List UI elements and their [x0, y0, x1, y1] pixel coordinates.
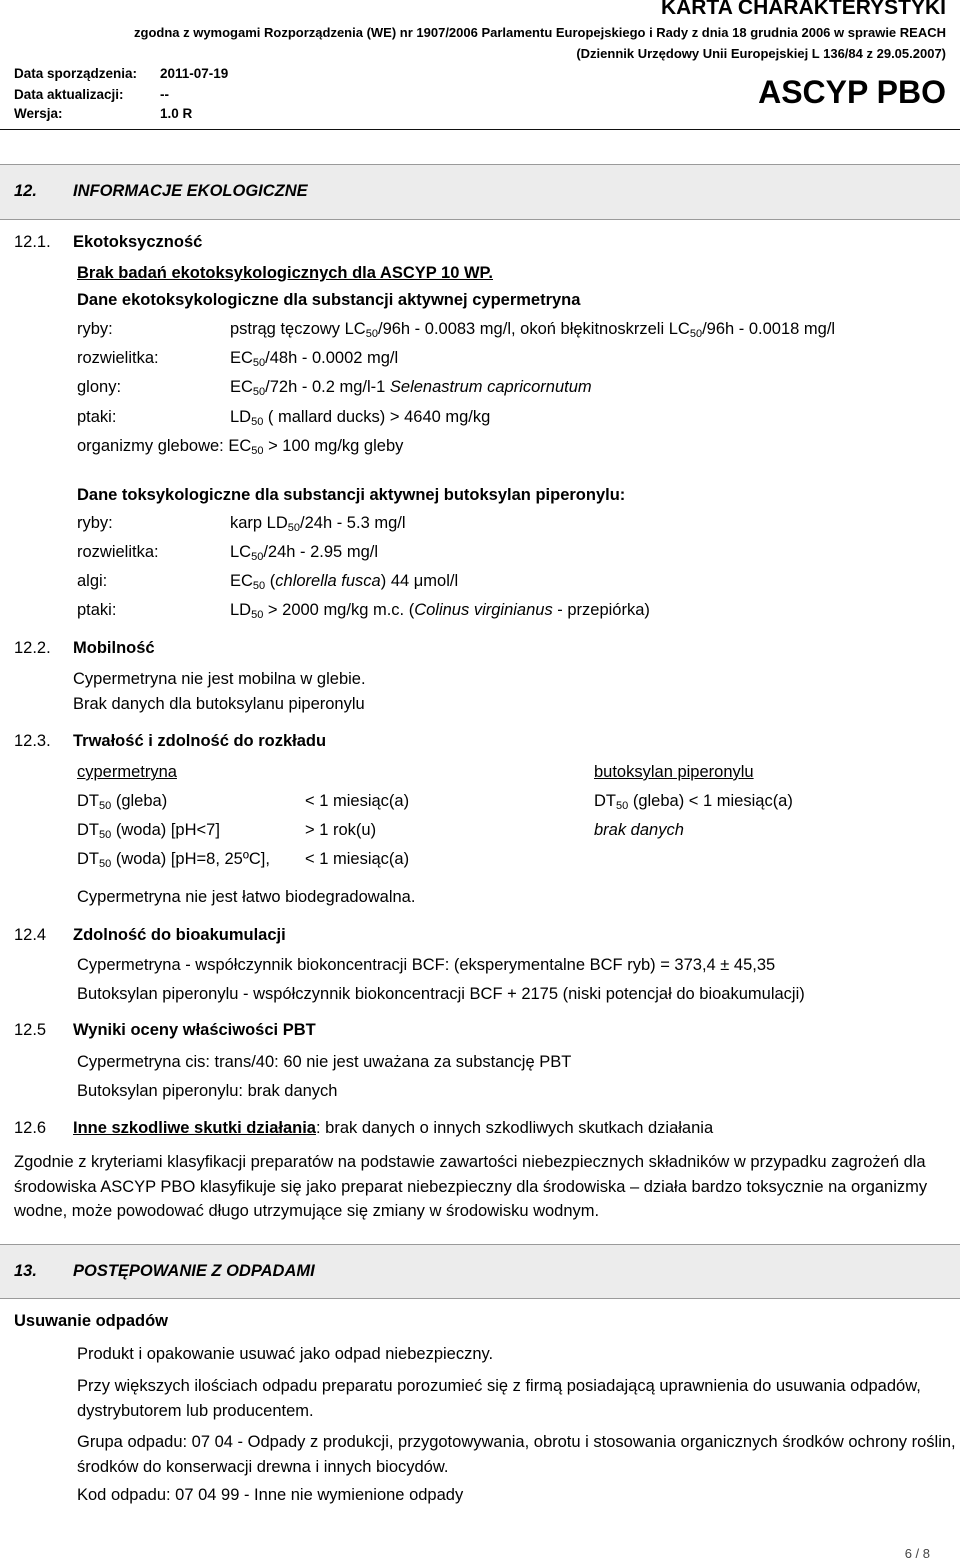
- pbo-row-algae-label: algi:: [77, 572, 108, 590]
- pbo-row-birds-label: ptaki:: [77, 601, 117, 619]
- subsection-12-5-number: 12.5: [14, 1021, 47, 1039]
- pbo-row-algae-value: $EC_{50}$ (chlorella fusca) 44 μmol/l: [230, 572, 459, 592]
- subsection-12-6-content: Inne szkodliwe skutki działania: brak danych o innych szkodliwych skutkach działania: [73, 1119, 714, 1137]
- bioaccumulation-line-1: Cypermetryna - współczynnik biokoncentracji BCF: (eksperymentalne BCF ryb) = 373,4 ± 45,35: [77, 956, 776, 974]
- product-name: ASCYP PBO: [758, 74, 946, 110]
- waste-paragraph-2: Przy większych ilościach odpadu preparatu porozumieć się z firmą posiadającą uprawnienia do usuwania odpadów, dystrybutorem lub producentem.: [77, 1377, 921, 1420]
- pbo-row-fish-label: ryby:: [77, 514, 113, 532]
- persistence-row-3-label: $DT_{50}$ (woda) [pH=8, 25ºC],: [77, 850, 270, 870]
- ecotox-row-fish-label: ryby:: [77, 320, 113, 338]
- document-type-title: KARTA CHARAKTERYSTYKI: [660, 0, 946, 19]
- subsection-12-3-title: Trwałość i zdolność do rozkładu: [73, 732, 327, 750]
- persistence-row-1-value: < 1 miesiąc(a): [305, 792, 410, 810]
- pbt-line-1: Cypermetryna cis: trans/40: 60 nie jest uważana za substancję PBT: [77, 1053, 572, 1071]
- section-12-number: 12.: [14, 182, 37, 200]
- ecotox-row-daphnia-label: rozwielitka:: [77, 349, 159, 367]
- persistence-row-2-label: $DT_{50}$ (woda) [pH<7]: [77, 821, 220, 841]
- subsection-12-4-title: Zdolność do bioakumulacji: [73, 926, 286, 944]
- persistence-col-pbo: butoksylan piperonylu: [594, 763, 754, 781]
- no-ecotox-studies: Brak badań ekotoksykologicznych dla ASCYP 10 WP.: [77, 264, 494, 282]
- ecotox-row-birds-value: $LD_{50}$ ( mallard ducks) > 4640 mg/kg: [230, 408, 491, 428]
- waste-disposal-heading: Usuwanie odpadów: [14, 1312, 169, 1330]
- persistence-row-1-pbo: $DT_{50}$ (gleba) < 1 miesiąc(a): [594, 792, 793, 812]
- ecotox-row-birds-label: ptaki:: [77, 408, 117, 426]
- persistence-row-2-pbo: brak danych: [594, 821, 684, 839]
- subsection-12-4-number: 12.4: [14, 926, 47, 944]
- subsection-12-2-number: 12.2.: [14, 639, 51, 657]
- pbo-tox-header: Dane toksykologiczne dla substancji aktywnej butoksylan piperonylu:: [77, 486, 626, 504]
- waste-paragraph-3: Grupa odpadu: 07 04 - Odpady z produkcji, przygotowywania, obrotu i stosowania organicznych środków ochrony roślin, środków do konserwacji drewna i innych biocydów.: [77, 1433, 956, 1476]
- subsection-12-3-number: 12.3.: [14, 732, 51, 750]
- subsection-12-5-title: Wyniki oceny właściwości PBT: [73, 1021, 316, 1039]
- page-number: 6 / 8: [904, 1546, 930, 1561]
- section-13-title: POSTĘPOWANIE Z ODPADAMI: [73, 1262, 315, 1280]
- waste-line-1: Produkt i opakowanie usuwać jako odpad niebezpieczny.: [77, 1345, 494, 1363]
- waste-code-line: Kod odpadu: 07 04 99 - Inne nie wymienione odpady: [77, 1486, 464, 1504]
- persistence-row-3-value: < 1 miesiąc(a): [305, 850, 410, 868]
- biodegradation-note: Cypermetryna nie jest łatwo biodegradowalna.: [77, 888, 416, 906]
- pbo-row-daphnia-label: rozwielitka:: [77, 543, 159, 561]
- environmental-classification-summary: Zgodnie z kryteriami klasyfikacji preparatów na podstawie zawartości niebezpiecznych składników w przypadku zagrożeń dla środowiska ASCYP PBO klasyfikuje się jako preparat niebezpieczny dla środowiska – działa bardzo toksycznie na organizmy wodne, może powodować długo utrzymujące się zmiany w środowisku wodnym.: [14, 1153, 928, 1220]
- mobility-line-2: Brak danych dla butoksylanu piperonylu: [73, 695, 365, 713]
- cypermethrin-ecotox-header: Dane ekotoksykologiczne dla substancji aktywnej cypermetryna: [77, 291, 581, 309]
- regulation-line-2: (Dziennik Urzędowy Unii Europejskiej L 136/84 z 29.05.2007): [576, 46, 946, 61]
- persistence-row-2-value: > 1 rok(u): [305, 821, 377, 839]
- section-12-title: INFORMACJE EKOLOGICZNE: [73, 182, 308, 200]
- meta-value-updated: --: [160, 87, 169, 102]
- ecotox-row-algae-label: glony:: [77, 378, 122, 396]
- regulation-line-1: zgodna z wymogami Rozporządzenia (WE) nr 1907/2006 Parlamentu Europejskiego i Rady z dnia 18 grudnia 2006 w sprawie REACH: [134, 25, 946, 40]
- bioaccumulation-line-2: Butoksylan piperonylu - współczynnik biokoncentracji BCF + 2175 (niski potencjał do bioakumulacji): [77, 985, 805, 1003]
- persistence-row-1-label: $DT_{50}$ (gleba): [77, 792, 168, 812]
- subsection-12-6-number: 12.6: [14, 1119, 47, 1137]
- section-13-number: 13.: [14, 1262, 37, 1280]
- persistence-col-cypermethrin: cypermetryna: [77, 763, 177, 781]
- pbt-line-2: Butoksylan piperonylu: brak danych: [77, 1082, 338, 1100]
- ecotox-row-soil: organizmy glebowe: $EC_{50} > 100$ mg/kg gleby: [77, 437, 404, 457]
- pbo-row-fish-value: karp $LD_{50}/24h - 5.3$ mg/l: [230, 514, 406, 534]
- meta-value-version: 1.0 R: [160, 106, 193, 121]
- meta-value-created: 2011-07-19: [160, 66, 229, 81]
- meta-label-version: Wersja:: [14, 106, 63, 121]
- pbo-row-birds-value: $LD_{50} > 2000$ mg/kg m.c. (Colinus virginianus - przepiórka): [230, 601, 650, 621]
- meta-label-created: Data sporządzenia:: [14, 66, 138, 81]
- subsection-12-2-title: Mobilność: [73, 639, 155, 657]
- ecotox-row-daphnia-value: $EC_{50}/48h - 0.0002$ mg/l: [230, 349, 399, 369]
- header-rule: [0, 129, 960, 130]
- meta-label-updated: Data aktualizacji:: [14, 87, 124, 102]
- mobility-line-1: Cypermetryna nie jest mobilna w glebie.: [73, 670, 366, 688]
- subsection-12-1-title: Ekotoksyczność: [73, 233, 203, 251]
- ecotox-row-fish-value: pstrąg tęczowy $LC_{50}/96h - 0.0083$ mg/l, okoń błękitnoskrzeli $LC_{50}/96h - 0.0018$ mg/l: [230, 320, 836, 340]
- ecotox-row-algae-value: $EC_{50}/72h - 0.2$ mg/l-1 Selenastrum capricornutum: [230, 378, 592, 398]
- pbo-row-daphnia-value: $LC_{50}/24h - 2.95$ mg/l: [230, 543, 378, 563]
- subsection-12-1-number: 12.1.: [14, 233, 51, 251]
